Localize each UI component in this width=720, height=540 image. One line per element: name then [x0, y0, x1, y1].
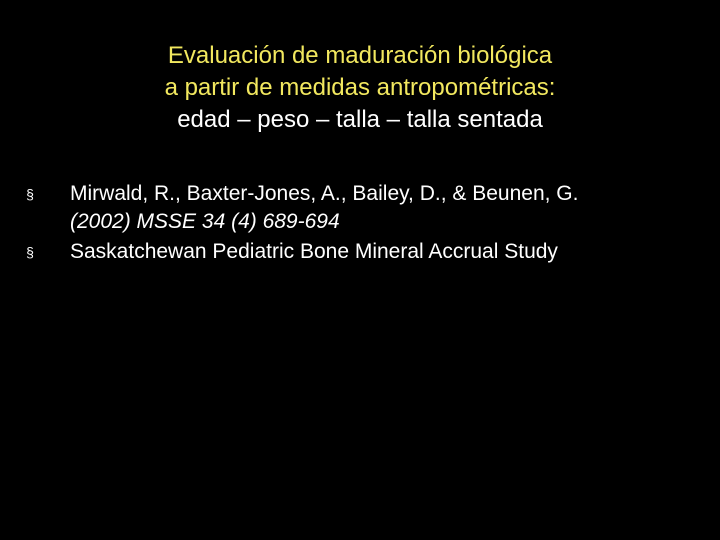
title-line-2: a partir de medidas antropométricas:	[164, 74, 556, 101]
bullet-citation: (2002) MSSE 34 (4) 689-694	[70, 210, 340, 233]
bullet-marker-2: §	[26, 244, 34, 260]
bullet-text-2: Saskatchewan Pediatric Bone Mineral Accrual Study	[70, 240, 558, 263]
slide-title	[60, 40, 660, 136]
title-line-3: edad – peso – talla – talla sentada	[177, 106, 543, 133]
bullet-item-1	[20, 180, 700, 236]
bullet-list	[20, 180, 700, 268]
title-line-1: Evaluación de maduración biológica	[167, 42, 553, 69]
bullet-text-1: Mirwald, R., Baxter-Jones, A., Bailey, D., & Beunen, G.	[70, 182, 579, 205]
bullet-item-2	[20, 238, 700, 266]
bullet-marker-1: §	[26, 186, 34, 202]
